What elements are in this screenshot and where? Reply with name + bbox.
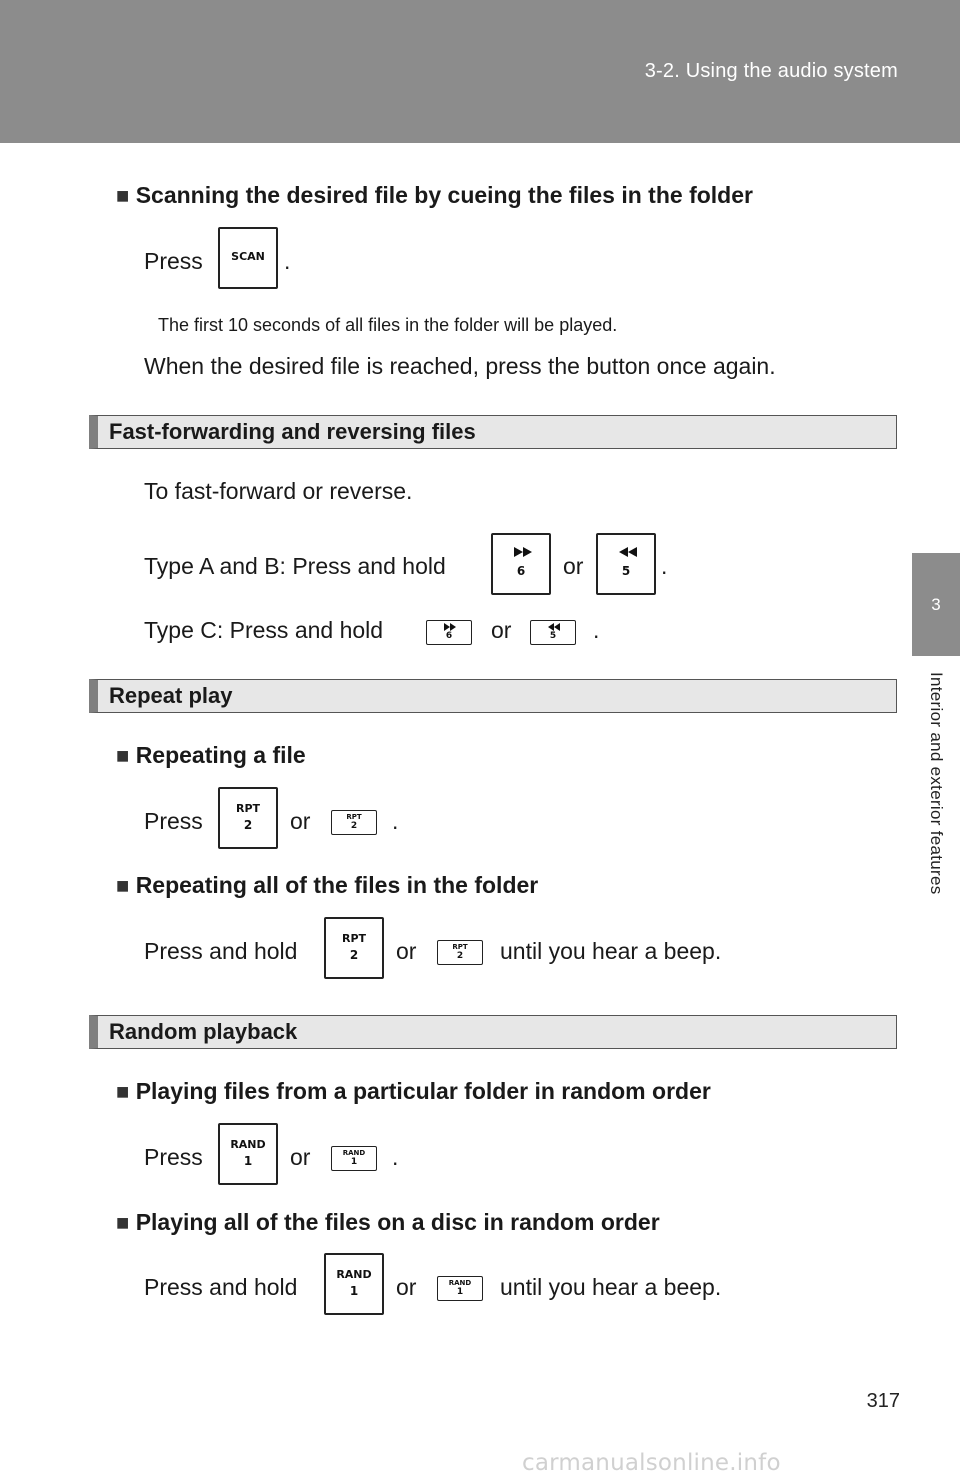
- page-number: 317: [866, 1390, 900, 1412]
- rand-number: 1: [350, 1157, 358, 1167]
- rewind-number: 5: [621, 564, 631, 578]
- period: .: [392, 808, 399, 834]
- period: .: [593, 617, 600, 643]
- rpt-number: 2: [349, 948, 359, 962]
- or-text: or: [396, 1274, 417, 1300]
- period: .: [661, 553, 668, 579]
- rand-button-large[interactable]: [324, 1253, 384, 1315]
- section-title-repeat-play: Repeat play: [89, 679, 897, 713]
- ff-type-ab-text: Type A and B: Press and hold: [144, 553, 446, 579]
- rpt-number: 2: [243, 818, 253, 832]
- until-beep-text: until you hear a beep.: [500, 1274, 722, 1300]
- rpt-label: RPT: [452, 943, 468, 951]
- or-text: or: [396, 938, 417, 964]
- rewind-icon: [598, 547, 658, 557]
- repeat-sub2: [116, 871, 538, 900]
- header-title: 3-2. Using the audio system: [644, 60, 898, 82]
- random-sub2-text: Playing all of the files on a disc in random order: [135, 1209, 660, 1235]
- or-text: or: [290, 1144, 311, 1170]
- scan-press-text: Press: [144, 248, 203, 274]
- scan-reached-text: When the desired file is reached, press the button once again.: [144, 353, 776, 379]
- chapter-tab[interactable]: 3: [912, 553, 960, 656]
- rpt-number: 2: [350, 821, 358, 831]
- scan-subheading: [116, 181, 753, 210]
- until-beep-text: until you hear a beep.: [500, 938, 722, 964]
- rewind-button-large[interactable]: [596, 533, 656, 595]
- rewind-icon: [531, 623, 577, 631]
- repeat-sub1-text: Repeating a file: [135, 742, 306, 768]
- page-header: [0, 0, 960, 143]
- rewind-button-small[interactable]: [530, 620, 576, 645]
- rand-label: RAND: [448, 1279, 472, 1287]
- or-text: or: [563, 553, 584, 579]
- rand-number: 1: [349, 1284, 359, 1298]
- or-text: or: [290, 808, 311, 834]
- rand-button-small[interactable]: [331, 1146, 377, 1171]
- random-sub2: [116, 1208, 660, 1237]
- chapter-label: Interior and exterior features: [927, 672, 946, 895]
- fast-forward-button-large[interactable]: [491, 533, 551, 595]
- rpt-label: RPT: [341, 932, 367, 945]
- rand-button-small[interactable]: [437, 1276, 483, 1301]
- repeat-press-hold-text: Press and hold: [144, 938, 298, 964]
- scan-note: The first 10 seconds of all files in the folder will be played.: [158, 315, 618, 335]
- repeat-press-text: Press: [144, 808, 203, 834]
- rand-number: 1: [243, 1154, 253, 1168]
- fast-forward-number: 6: [445, 631, 453, 641]
- fast-forward-number: 6: [516, 564, 526, 578]
- period: .: [284, 248, 291, 274]
- bullet-square-icon: ■: [116, 873, 130, 898]
- ff-intro: To fast-forward or reverse.: [144, 478, 413, 504]
- fast-forward-icon: [493, 547, 553, 557]
- repeat-sub2-text: Repeating all of the files in the folder: [135, 872, 539, 898]
- repeat-sub1: [116, 741, 306, 770]
- rand-label: RAND: [230, 1138, 266, 1151]
- section-title-random-playback: Random playback: [89, 1015, 897, 1049]
- scan-button[interactable]: [218, 227, 278, 289]
- bullet-square-icon: ■: [116, 183, 130, 208]
- ff-type-c-text: Type C: Press and hold: [144, 617, 384, 643]
- rand-button-large[interactable]: [218, 1123, 278, 1185]
- bullet-square-icon: ■: [116, 1210, 130, 1235]
- rpt-number: 2: [456, 951, 464, 961]
- rpt-button-large[interactable]: [218, 787, 278, 849]
- period: .: [392, 1144, 399, 1170]
- scan-subheading-text: Scanning the desired file by cueing the files in the folder: [135, 182, 753, 208]
- or-text: or: [491, 617, 512, 643]
- fast-forward-button-small[interactable]: [426, 620, 472, 645]
- rpt-label: RPT: [346, 813, 362, 821]
- random-sub1-text: Playing files from a particular folder in random order: [135, 1078, 711, 1104]
- bullet-square-icon: ■: [116, 1079, 130, 1104]
- random-press-hold-text: Press and hold: [144, 1274, 298, 1300]
- rpt-button-small[interactable]: [331, 810, 377, 835]
- rpt-button-large[interactable]: [324, 917, 384, 979]
- rand-number: 1: [456, 1287, 464, 1297]
- rewind-number: 5: [549, 631, 557, 641]
- rand-label: RAND: [342, 1149, 366, 1157]
- random-press-text: Press: [144, 1144, 203, 1170]
- rand-label: RAND: [336, 1268, 372, 1281]
- footer-watermark: carmanualsonline.info: [522, 1450, 781, 1476]
- section-title-fast-forward: Fast-forwarding and reversing files: [89, 415, 897, 449]
- rpt-label: RPT: [235, 802, 261, 815]
- rpt-button-small[interactable]: [437, 940, 483, 965]
- random-sub1: [116, 1077, 711, 1106]
- scan-button-label: SCAN: [231, 250, 265, 263]
- bullet-square-icon: ■: [116, 743, 130, 768]
- fast-forward-icon: [427, 623, 473, 631]
